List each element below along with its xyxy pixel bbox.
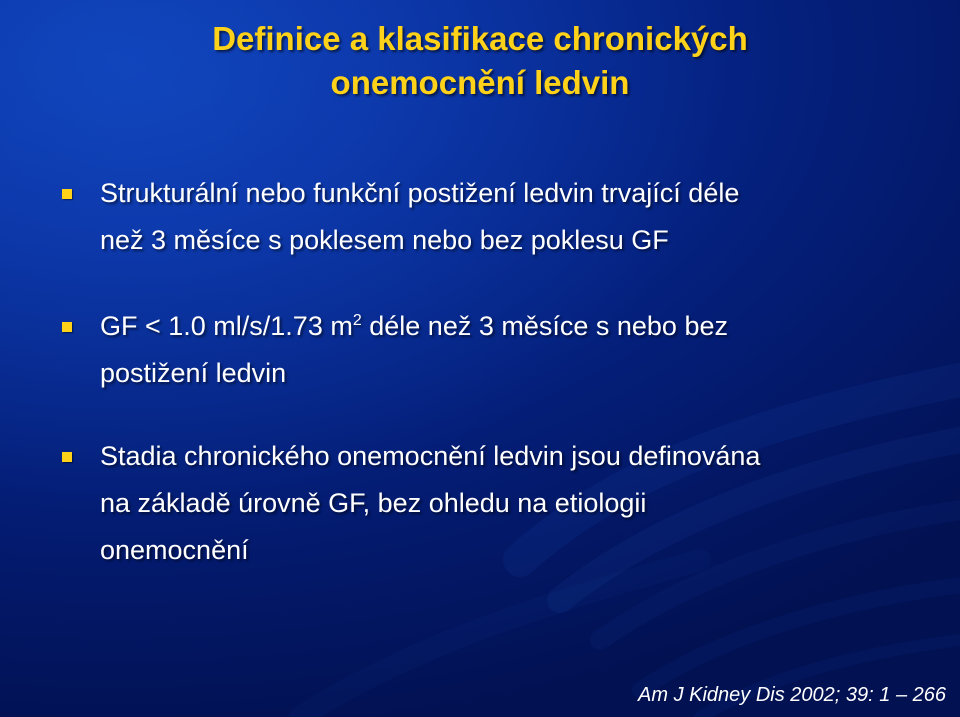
bullet-item-3 [62,433,862,574]
bullet-square-icon [62,322,72,332]
bullet-1-line-1: Strukturální nebo funkční postižení ledvin trvající déle [100,178,740,208]
bullet-square-icon [62,189,72,199]
bullet-2-line-1 [62,303,862,350]
bullet-square-icon [62,452,72,462]
bullet-2-text-end: déle než 3 měsíce s nebo bez [361,311,728,341]
bullet-2-text-start: GF < 1.0 ml/s/1.73 m [100,311,353,341]
citation: Am J Kidney Dis 2002; 39: 1 – 266 [638,684,946,706]
bullet-1-line-2: než 3 měsíce s poklesem nebo bez poklesu GF [100,225,669,255]
bullet-3-line-3: onemocnění [100,535,249,565]
slide-title-line-2: onemocnění ledvin [330,64,630,101]
slide-title-line-1: Definice a klasifikace chronických [212,20,748,57]
bullet-item-1 [62,170,862,264]
slide-title [0,17,960,105]
bullet-2-superscript: 2 [352,312,362,329]
bullet-item-2 [62,303,862,397]
bullet-3-line-1: Stadia chronického onemocnění ledvin jsou definována [100,441,761,471]
bullet-3-line-2: na základě úrovně GF, bez ohledu na etiologii [100,488,647,518]
bullet-2-line-2: postižení ledvin [100,358,287,388]
